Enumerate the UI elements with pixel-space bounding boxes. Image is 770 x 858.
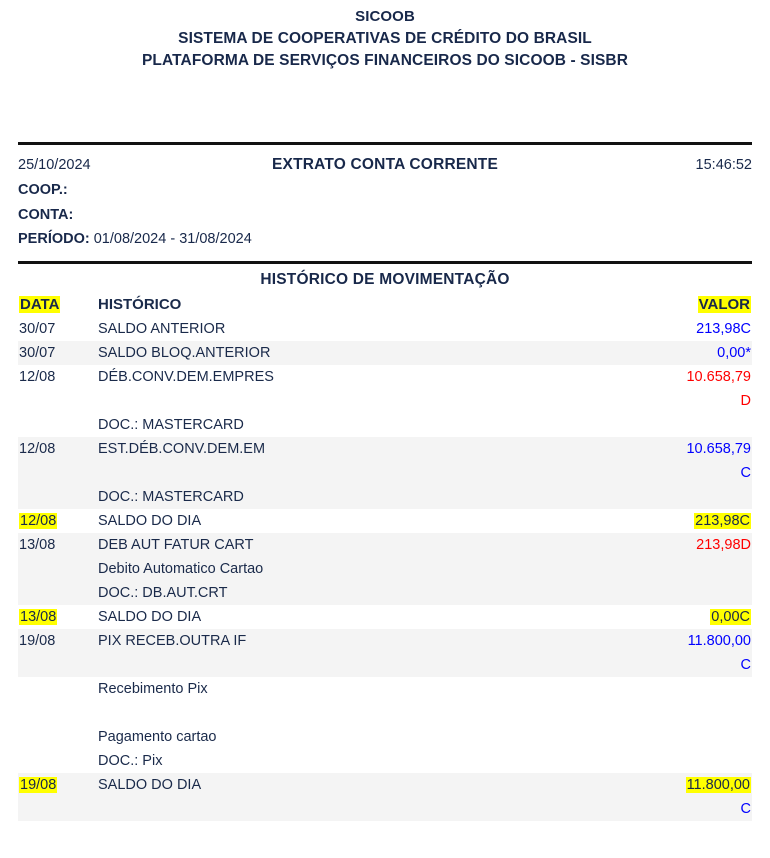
cell-date (18, 509, 96, 533)
cell-date (18, 317, 96, 341)
table-row (18, 725, 752, 749)
cell-date (18, 365, 96, 389)
table-header-row (18, 293, 752, 317)
issue-date: 25/10/2024 (18, 157, 91, 173)
cell-history: Recebimento Pix (98, 680, 208, 697)
table-body (18, 317, 752, 821)
table-row (18, 413, 752, 437)
cell-history: SALDO ANTERIOR (98, 320, 226, 337)
date-value: 13/08 (20, 608, 57, 625)
table-row (18, 437, 752, 485)
amount-value: 11.800,00 (687, 632, 751, 649)
cell-date (18, 773, 96, 797)
table-row (18, 773, 752, 821)
document-header (0, 0, 770, 72)
cell-value (582, 317, 752, 341)
date-value: 12/08 (19, 440, 56, 457)
cell-value (582, 629, 752, 677)
date-value: 19/08 (19, 632, 56, 649)
amount-suffix: C (740, 464, 751, 481)
table-row (18, 485, 752, 509)
table-row (18, 365, 752, 413)
statement-meta (0, 145, 770, 252)
cell-value (582, 509, 752, 533)
cell-history: Pagamento cartao (98, 728, 217, 745)
page-title: EXTRATO CONTA CORRENTE (272, 156, 498, 173)
table-row (18, 701, 752, 725)
date-value: 19/08 (20, 776, 57, 793)
cell-history: DOC.: Pix (98, 752, 163, 769)
date-value: 12/08 (19, 368, 56, 385)
cell-date (18, 629, 96, 653)
column-header-date-label: DATA (20, 295, 60, 313)
cell-value (582, 773, 752, 821)
cell-history: SALDO BLOQ.ANTERIOR (98, 344, 271, 361)
meta-header-row (18, 153, 752, 178)
issue-time: 15:46:52 (695, 157, 752, 173)
amount-value: 0,00C (711, 608, 750, 625)
brand-subtitle: SISTEMA DE COOPERATIVAS DE CRÉDITO DO BRASIL (178, 30, 592, 47)
cell-value (582, 437, 752, 485)
periodo-label: PERÍODO: (18, 231, 90, 247)
cell-date (18, 437, 96, 461)
cell-value (582, 341, 752, 365)
table-row (18, 749, 752, 773)
cell-history: Debito Automatico Cartao (98, 560, 264, 577)
table-row (18, 557, 752, 581)
table-row (18, 677, 752, 701)
cell-history: PIX RECEB.OUTRA IF (98, 632, 247, 649)
cell-history: DOC.: MASTERCARD (98, 488, 244, 505)
periodo-row (18, 227, 752, 252)
table-row (18, 605, 752, 629)
table-row (18, 581, 752, 605)
amount-value: 0,00* (717, 344, 751, 361)
brand-platform: PLATAFORMA DE SERVIÇOS FINANCEIROS DO SICOOB - SISBR (141, 52, 629, 69)
conta-label: CONTA: (18, 206, 74, 223)
amount-value: 213,98D (696, 536, 751, 553)
amount-value: 10.658,79 (686, 440, 751, 457)
table-row (18, 341, 752, 365)
cell-history: EST.DÉB.CONV.DEM.EM (98, 440, 266, 457)
cell-history: DOC.: DB.AUT.CRT (98, 584, 228, 601)
periodo-value: 01/08/2024 - 31/08/2024 (93, 231, 252, 247)
cell-history: DÉB.CONV.DEM.EMPRES (98, 368, 274, 385)
table-row (18, 317, 752, 341)
cell-date (18, 341, 96, 365)
cell-history: DEB AUT FATUR CART (98, 536, 254, 553)
coop-label: COOP.: (18, 182, 68, 198)
column-header-value-label: VALOR (698, 295, 750, 313)
date-value: 12/08 (20, 512, 57, 529)
column-header-value (582, 293, 752, 317)
cell-date (18, 533, 96, 557)
table-row (18, 509, 752, 533)
coop-row (18, 178, 752, 203)
column-header-history: HISTÓRICO (98, 295, 182, 313)
amount-value: 10.658,79 (686, 368, 751, 385)
cell-value (582, 533, 752, 557)
transactions-table (18, 293, 752, 821)
cell-history: SALDO DO DIA (98, 608, 202, 625)
column-header-date (18, 293, 96, 317)
cell-history: DOC.: MASTERCARD (98, 416, 244, 433)
amount-suffix: C (740, 656, 751, 673)
table-row (18, 629, 752, 677)
table-row (18, 533, 752, 557)
section-title: HISTÓRICO DE MOVIMENTAÇÃO (260, 270, 510, 288)
cell-history: SALDO DO DIA (98, 512, 202, 529)
cell-date (18, 605, 96, 629)
amount-suffix: C (740, 800, 751, 817)
amount-value: 11.800,00 (686, 776, 750, 793)
date-value: 30/07 (19, 344, 56, 361)
date-value: 30/07 (19, 320, 56, 337)
amount-suffix: D (740, 392, 751, 409)
cell-value (582, 365, 752, 413)
cell-value (582, 605, 752, 629)
date-value: 13/08 (19, 536, 56, 553)
brand-title: SICOOB (355, 8, 415, 25)
amount-value: 213,98C (695, 512, 750, 529)
conta-row (18, 203, 752, 228)
amount-value: 213,98C (696, 320, 751, 337)
cell-history: SALDO DO DIA (98, 776, 202, 793)
